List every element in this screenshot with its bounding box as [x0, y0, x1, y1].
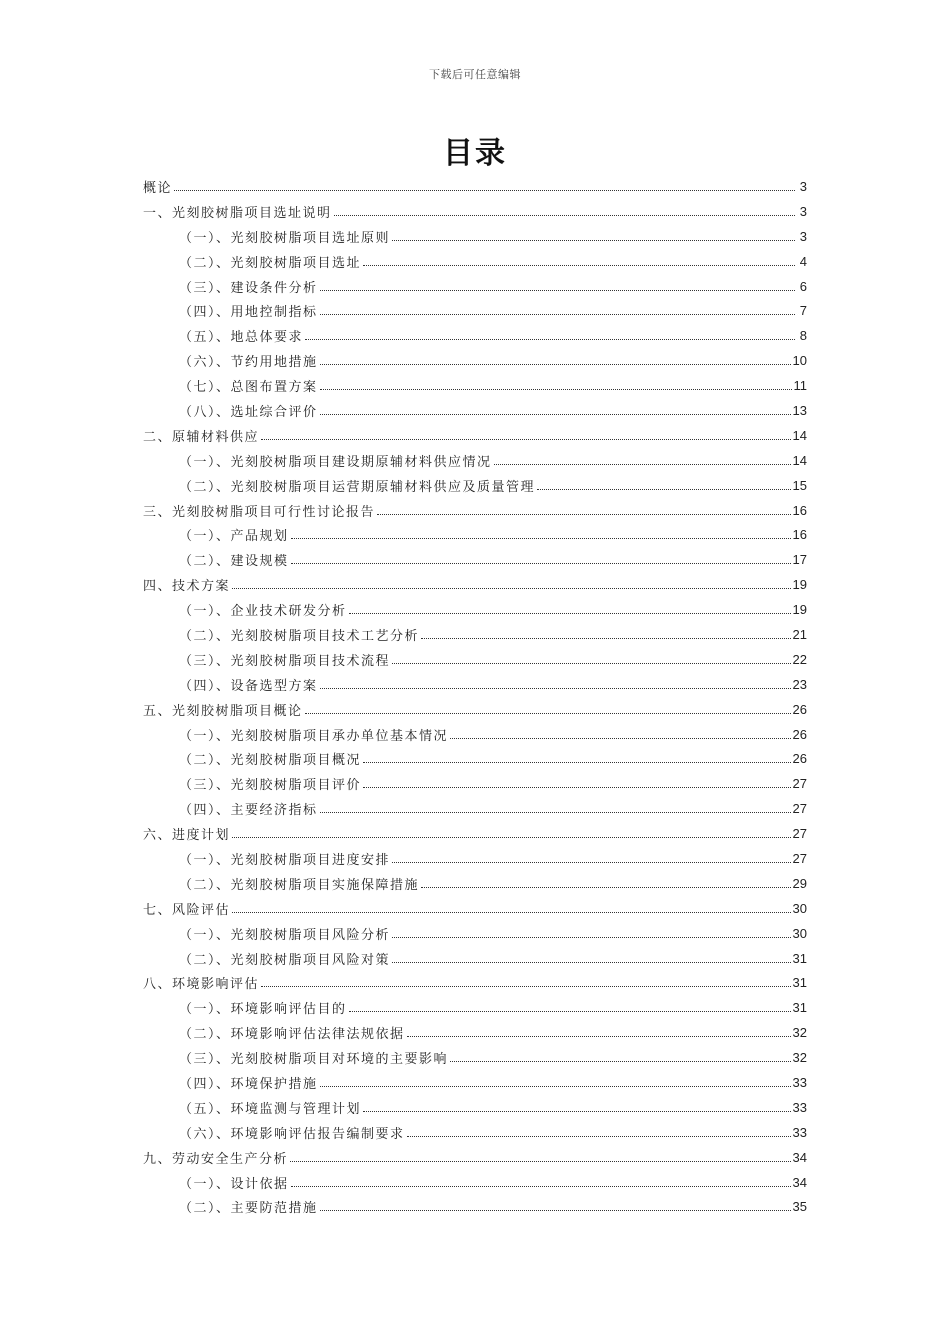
toc-entry[interactable]: [143, 796, 807, 821]
toc-entry-title: 八、环境影响评估: [143, 977, 260, 993]
toc-dot-leader: [320, 389, 792, 390]
toc-entry-title: （七）、总图布置方案: [179, 380, 318, 396]
toc-page-number: 16: [792, 502, 807, 518]
toc-page-number: 33: [792, 1075, 807, 1090]
toc-page-number: 19: [792, 577, 807, 593]
toc-dot-leader: [450, 1061, 791, 1062]
table-of-contents: [143, 174, 807, 1219]
toc-page-number: 27: [792, 801, 807, 817]
toc-page-number: 31: [792, 1000, 807, 1016]
toc-entry-title: 六、进度计划: [143, 828, 231, 844]
toc-page-number: 22: [792, 651, 807, 667]
toc-dot-leader: [320, 314, 795, 315]
toc-dot-leader: [232, 912, 791, 913]
toc-dot-leader: [174, 190, 795, 191]
toc-entry-title: （一）、环境影响评估目的: [179, 1002, 347, 1018]
toc-entry-title: （一）、光刻胶树脂项目风险分析: [179, 927, 391, 943]
toc-entry-title: （三）、建设条件分析: [179, 280, 318, 296]
toc-page-number: 15: [792, 477, 807, 493]
toc-page-number: 27: [792, 850, 807, 866]
toc-entry-title: （三）、光刻胶树脂项目评价: [179, 778, 362, 794]
toc-page-number: 7: [799, 303, 807, 319]
toc-page-number: 31: [792, 950, 807, 966]
toc-entry-title: （二）、光刻胶树脂项目选址: [179, 255, 362, 271]
toc-entry-title: （一）、光刻胶树脂项目选址原则: [179, 230, 391, 246]
toc-entry[interactable]: [143, 572, 807, 597]
header-note: 下载后可任意编辑: [429, 68, 521, 81]
toc-entry-title: （四）、用地控制指标: [179, 305, 318, 321]
toc-dot-leader: [320, 364, 791, 365]
toc-entry-title: 一、光刻胶树脂项目选址说明: [143, 205, 332, 221]
toc-entry[interactable]: [143, 647, 807, 672]
toc-page-number: 26: [792, 726, 807, 742]
page-title: 目录: [443, 136, 507, 171]
toc-page-number: 6: [799, 278, 807, 294]
toc-dot-leader: [305, 339, 795, 340]
toc-entry[interactable]: [143, 1120, 807, 1145]
toc-dot-leader: [232, 837, 791, 838]
toc-page-number: 3: [799, 178, 807, 194]
toc-dot-leader: [334, 215, 795, 216]
toc-page-number: 19: [792, 602, 807, 618]
toc-entry-title: （八）、选址综合评价: [179, 404, 318, 420]
toc-page-number: 31: [792, 975, 807, 991]
toc-page-number: 21: [792, 626, 807, 642]
toc-page-number: 8: [799, 328, 807, 344]
toc-page-number: 34: [792, 1149, 807, 1165]
toc-entry[interactable]: [143, 348, 807, 373]
toc-entry-title: （一）、产品规划: [179, 529, 289, 545]
toc-page-number: 10: [792, 353, 807, 369]
toc-dot-leader: [537, 489, 791, 490]
toc-entry[interactable]: [143, 1170, 807, 1195]
toc-page-number: 34: [792, 1174, 807, 1190]
toc-dot-leader: [320, 290, 795, 291]
toc-entry-title: （二）、主要防范措施: [179, 1201, 318, 1217]
toc-dot-leader: [291, 1186, 791, 1187]
toc-page-number: 32: [792, 1025, 807, 1041]
toc-entry[interactable]: [143, 622, 807, 647]
toc-page-number: 32: [792, 1050, 807, 1066]
toc-page-number: 14: [792, 452, 807, 468]
toc-entry[interactable]: [143, 1020, 807, 1045]
toc-dot-leader: [421, 887, 791, 888]
toc-page-number: 13: [792, 402, 807, 418]
toc-dot-leader: [320, 414, 791, 415]
toc-entry-title: （二）、光刻胶树脂项目概况: [179, 753, 362, 769]
toc-dot-leader: [320, 688, 791, 689]
toc-dot-leader: [407, 1136, 791, 1137]
toc-dot-leader: [377, 514, 791, 515]
toc-page-number: 29: [792, 875, 807, 891]
toc-entry-title: （四）、设备选型方案: [179, 678, 318, 694]
toc-entry[interactable]: [143, 1095, 807, 1120]
toc-dot-leader: [261, 439, 791, 440]
toc-entry[interactable]: [143, 722, 807, 747]
toc-dot-leader: [363, 1111, 791, 1112]
toc-entry-title: （二）、光刻胶树脂项目实施保障措施: [179, 877, 420, 893]
toc-entry-title: 五、光刻胶树脂项目概论: [143, 703, 303, 719]
toc-page-number: 14: [792, 427, 807, 443]
toc-entry-title: （六）、环境影响评估报告编制要求: [179, 1126, 405, 1142]
toc-dot-leader: [363, 787, 791, 788]
toc-entry[interactable]: [143, 697, 807, 722]
toc-entry[interactable]: [143, 746, 807, 771]
toc-dot-leader: [392, 962, 791, 963]
toc-dot-leader: [232, 588, 791, 589]
toc-entry-title: （四）、主要经济指标: [179, 803, 318, 819]
toc-entry[interactable]: [143, 274, 807, 299]
toc-entry[interactable]: [143, 995, 807, 1020]
toc-entry-title: 四、技术方案: [143, 579, 231, 595]
toc-entry-title: （一）、光刻胶树脂项目建设期原辅材料供应情况: [179, 454, 492, 470]
toc-entry[interactable]: [143, 921, 807, 946]
toc-dot-leader: [392, 663, 791, 664]
toc-entry[interactable]: [143, 224, 807, 249]
toc-entry[interactable]: [143, 174, 807, 199]
toc-entry[interactable]: [143, 373, 807, 398]
toc-dot-leader: [291, 563, 791, 564]
toc-entry-title: （二）、光刻胶树脂项目运营期原辅材料供应及质量管理: [179, 479, 536, 495]
toc-dot-leader: [320, 812, 791, 813]
toc-entry[interactable]: [143, 1195, 807, 1220]
toc-entry-title: （一）、企业技术研发分析: [179, 604, 347, 620]
toc-dot-leader: [291, 538, 791, 539]
toc-entry[interactable]: [143, 498, 807, 523]
toc-dot-leader: [450, 738, 791, 739]
toc-entry-title: （一）、设计依据: [179, 1176, 289, 1192]
toc-dot-leader: [290, 1161, 791, 1162]
toc-dot-leader: [392, 240, 795, 241]
toc-page-number: 30: [792, 925, 807, 941]
toc-dot-leader: [392, 937, 791, 938]
toc-page-number: 16: [792, 527, 807, 543]
toc-entry[interactable]: [143, 597, 807, 622]
toc-page-number: 3: [799, 203, 807, 219]
toc-entry-title: （二）、建设规模: [179, 554, 289, 570]
toc-entry[interactable]: [143, 1145, 807, 1170]
toc-entry-title: 二、原辅材料供应: [143, 429, 260, 445]
toc-page-number: 33: [792, 1124, 807, 1140]
toc-dot-leader: [320, 1210, 791, 1211]
toc-entry-title: （六）、节约用地措施: [179, 355, 318, 371]
toc-page-number: 26: [792, 701, 807, 717]
toc-entry-title: （二）、光刻胶树脂项目技术工艺分析: [179, 628, 420, 644]
toc-entry[interactable]: [143, 846, 807, 871]
toc-entry-title: 概论: [143, 180, 173, 196]
toc-entry[interactable]: [143, 298, 807, 323]
toc-entry[interactable]: [143, 1045, 807, 1070]
toc-dot-leader: [320, 1086, 791, 1087]
toc-entry-title: （一）、光刻胶树脂项目承办单位基本情况: [179, 728, 449, 744]
toc-page-number: 27: [792, 826, 807, 842]
toc-entry[interactable]: [143, 199, 807, 224]
toc-page-number: 23: [792, 676, 807, 692]
toc-dot-leader: [407, 1036, 791, 1037]
toc-page-number: 4: [799, 253, 807, 269]
toc-entry-title: 九、劳动安全生产分析: [143, 1151, 289, 1167]
toc-page-number: 3: [799, 228, 807, 244]
toc-entry[interactable]: [143, 971, 807, 996]
toc-dot-leader: [305, 713, 791, 714]
toc-dot-leader: [494, 464, 791, 465]
toc-entry[interactable]: [143, 448, 807, 473]
toc-entry[interactable]: [143, 871, 807, 896]
toc-dot-leader: [349, 1011, 791, 1012]
toc-entry-title: 七、风险评估: [143, 902, 231, 918]
toc-entry-title: （五）、环境监测与管理计划: [179, 1101, 362, 1117]
toc-page-number: 26: [792, 751, 807, 767]
toc-entry[interactable]: [143, 249, 807, 274]
toc-page-number: 17: [792, 552, 807, 568]
toc-entry[interactable]: [143, 547, 807, 572]
toc-page-number: 35: [792, 1199, 807, 1215]
toc-page-number: 11: [793, 378, 807, 394]
toc-entry-title: （二）、光刻胶树脂项目风险对策: [179, 952, 391, 968]
toc-dot-leader: [349, 613, 791, 614]
toc-entry-title: （五）、地总体要求: [179, 330, 304, 346]
toc-page-number: 27: [792, 776, 807, 792]
toc-dot-leader: [261, 986, 791, 987]
toc-entry[interactable]: [143, 473, 807, 498]
toc-entry[interactable]: [143, 398, 807, 423]
toc-dot-leader: [392, 862, 791, 863]
toc-entry[interactable]: [143, 522, 807, 547]
toc-entry-title: （三）、光刻胶树脂项目对环境的主要影响: [179, 1052, 449, 1068]
toc-page-number: 33: [792, 1099, 807, 1115]
toc-entry[interactable]: [143, 423, 807, 448]
toc-entry[interactable]: [143, 946, 807, 971]
toc-entry-title: （一）、光刻胶树脂项目进度安排: [179, 852, 391, 868]
toc-entry-title: （二）、环境影响评估法律法规依据: [179, 1027, 405, 1043]
toc-entry[interactable]: [143, 771, 807, 796]
toc-entry[interactable]: [143, 672, 807, 697]
toc-entry[interactable]: [143, 896, 807, 921]
toc-dot-leader: [363, 265, 795, 266]
toc-entry[interactable]: [143, 1070, 807, 1095]
toc-dot-leader: [363, 762, 791, 763]
toc-page-number: 30: [792, 900, 807, 916]
toc-entry-title: 三、光刻胶树脂项目可行性讨论报告: [143, 504, 376, 520]
toc-entry-title: （三）、光刻胶树脂项目技术流程: [179, 653, 391, 669]
toc-entry[interactable]: [143, 821, 807, 846]
toc-entry-title: （四）、环境保护措施: [179, 1077, 318, 1092]
toc-entry[interactable]: [143, 323, 807, 348]
toc-dot-leader: [421, 638, 791, 639]
